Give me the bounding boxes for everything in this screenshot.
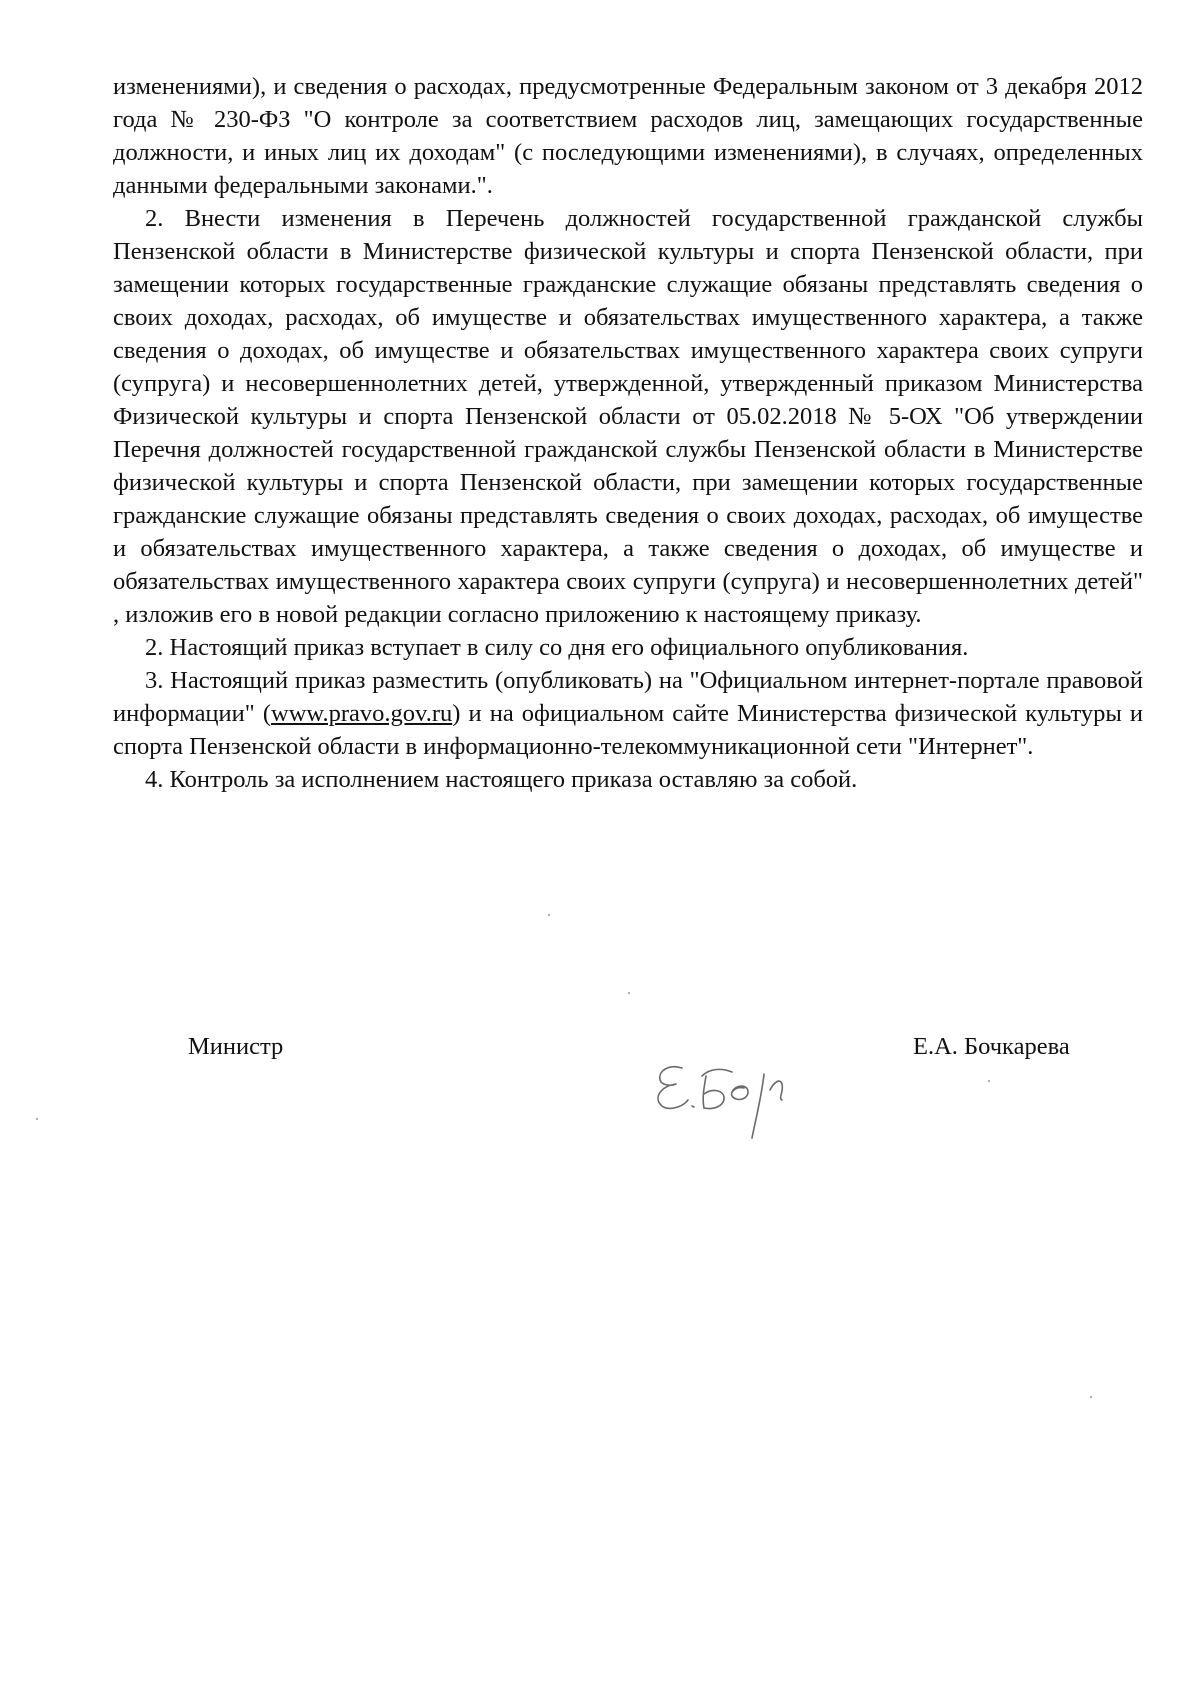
scan-speck: [36, 1118, 38, 1120]
publish-text-end: ) и на официальном сайте Министерства физической культуры и спорта Пензенской области в информационно-телекоммуникационной сети "Интернет".: [113, 700, 1143, 760]
paragraph-item-4-control: 4. Контроль за исполнением настоящего приказа оставляю за собой.: [145, 766, 858, 793]
paragraph-item-2-effective: 2. Настоящий приказ вступает в силу со дня его официального опубликования.: [145, 634, 969, 661]
signature-block: [0, 1030, 1200, 1150]
signatory-name: Е.А. Бочкарева: [913, 1033, 1070, 1060]
signatory-title: Министр: [188, 1033, 284, 1060]
document-body: [113, 70, 1143, 796]
pravo-gov-link[interactable]: www.pravo.gov.ru: [271, 700, 453, 727]
scan-speck: [628, 992, 630, 994]
paragraph-item-2-amend-list: 2. Внести изменения в Перечень должностей государственной гражданской службы Пензенской области в Министерстве физической культуры и спорта Пензенской области, при замещении которых государственные гражданские служащие обязаны представлять сведения о своих доходах, расходах, об имуществе и обязательствах имущественного характера, а также сведения о доходах, об имуществе и обязательствах имущественного характера своих супруги (супруга) и несовершеннолетних детей, утвержденной, утвержденный приказом Министерства Физической культуры и спорта Пензенской области от 05.02.2018 № 5-ОХ "Об утверждении Перечня должностей государственной гражданской службы Пензенской области в Министерстве физической культуры и спорта Пензенской области, при замещении которых государственные гражданские служащие обязаны представлять сведения о своих доходах, расходах, об имуществе и обязательствах имущественного характера, а также сведения о доходах, об имуществе и обязательствах имущественного характера своих супруги (супруга) и несовершеннолетних детей" , изложив его в новой редакции согласно приложению к настоящему приказу.: [113, 205, 1143, 628]
publish-text-start: 3. Настоящий приказ разместить (опубликовать) на "Официальном интернет-портале правовой информации" (: [113, 667, 1143, 727]
scan-speck: [988, 1080, 990, 1082]
paragraph-continuation: изменениями), и сведения о расходах, предусмотренные Федеральным законом от 3 декабря 2012 года № 230-ФЗ "О контроле за соответствием расходов лиц, замещающих государственные должности, и иных лиц их доходам" (с последующими изменениями), в случаях, определенных данными федеральными законами.".: [113, 73, 1143, 199]
paragraph-item-3-publish: [113, 664, 1143, 763]
scan-speck: [548, 914, 550, 916]
handwritten-signature: [640, 1038, 840, 1148]
scan-speck: [1090, 1396, 1092, 1398]
